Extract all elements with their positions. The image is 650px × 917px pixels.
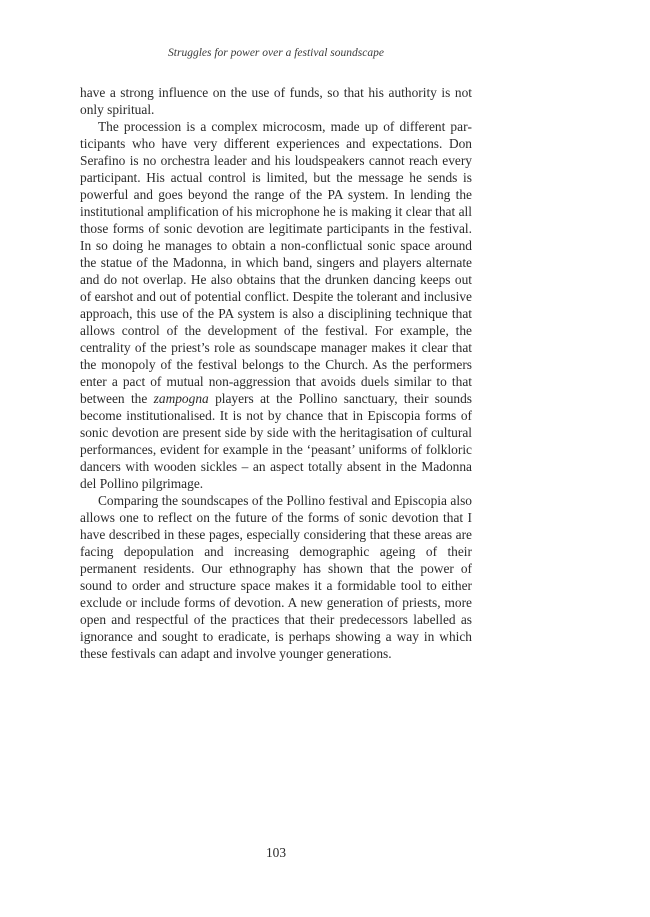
paragraph-2 xyxy=(80,118,472,492)
paragraph-2-part-1: The procession is a complex microcosm, made up of different participants who have very different experiences and expectations. Don Serafino is no orchestra leader and his loudspeakers cannot reach every participant. His actual control is limited, but the message he sends is powerful and goes beyond the range of the PA system. In lending the institutional amplification of his microphone he is making it clear that all those forms of sonic devotion are legitimate participants in the festival. In so doing he manages to obtain a non-conflictual sonic space around the statue of the Madonna, in which band, singers and players alternate and do not overlap. He also obtains that the drunken dancing keeps out of earshot and out of potential conflict. Despite the tolerant and inclusive approach, this use of the PA system is also a disciplining technique that allows control of the development of the festival. For example, the centrality of the priest’s role as soundscape manager makes it clear that the monopoly of the festival belongs to the Church. As the performers enter a pact of mutual non-aggression that avoids duels similar to that between the xyxy=(80,119,472,406)
body-text xyxy=(80,84,472,662)
running-head: Struggles for power over a festival soundscape xyxy=(168,47,384,59)
italic-term-zampogna: zampogna xyxy=(153,391,209,406)
paragraph-2-part-2: players at the Pollino sanctuary, their sounds become institutionalised. It is not by chance that in Episcopia forms of sonic devotion are present side by side with the heritagisation of cultural performances, evident for example in the ‘peasant’ uniforms of folkloric dancers with wooden sickles – an aspect totally absent in the Madonna del Pollino pilgrimage. xyxy=(80,391,472,491)
paragraph-1: have a strong influence on the use of funds, so that his authority is not only spiritual. xyxy=(80,85,472,117)
page-number: 103 xyxy=(265,845,287,860)
paragraph-3: Comparing the soundscapes of the Pollino festival and Episcopia also allows one to reflect on the future of the forms of sonic devotion that I have described in these pages, especially considering that these areas are facing depopulation and increasing demographic ageing of their permanent residents. Our ethnography has shown that the power of sound to order and structure space makes it a formidable tool to either exclude or include forms of devotion. A new generation of priests, more open and respectful of the practices that their predecessors labelled as ignorance and sought to eradicate, is perhaps showing a way in which these festivals can adapt and involve younger generations. xyxy=(80,493,472,661)
